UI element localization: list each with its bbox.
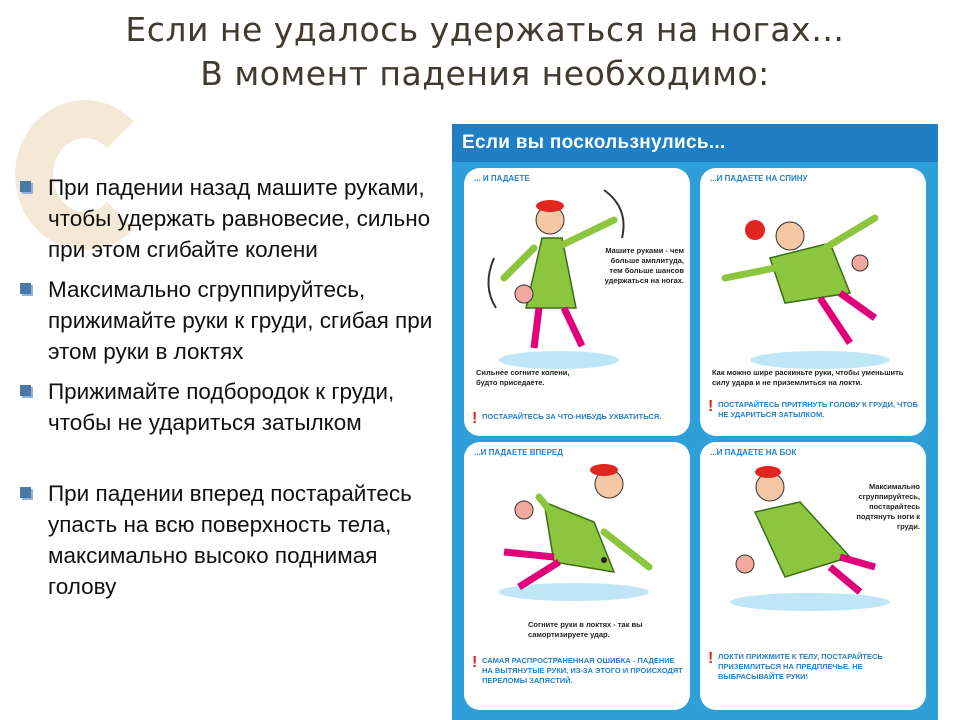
bullet-list	[18, 172, 438, 611]
panel-note-left: Сильнее согните колени, будто приседаете.	[476, 368, 570, 387]
figure-back-fall-illustration	[700, 168, 926, 436]
bullet-item	[18, 172, 438, 265]
panel-falling-side	[700, 442, 926, 710]
panel-note-right: Машите руками - чем больше амплитуда, тем больше шансов удержаться на ногах.	[604, 246, 684, 285]
panel-tag: ...И ПАДАЕТЕ НА БОК	[710, 448, 797, 457]
bullet-text: При падении назад машите руками, чтобы удержать равновесие, сильно при этом сгибайте колени	[48, 175, 431, 262]
panel-note-left: Согните руки в локтях - так вы самортизируете удар.	[528, 620, 643, 639]
panel-note-right: Максимально сгруппируйтесь, постарайтесь подтянуть ноги к груди.	[856, 482, 920, 531]
warning-text: ЛОКТИ ПРИЖМИТЕ К ТЕЛУ, ПОСТАРАЙТЕСЬ ПРИЗЕМЛИТЬСЯ НА ПРЕДПЛЕЧЬЕ. НЕ ВЫБРАСЫВАЙТЕ РУКИ!	[718, 652, 883, 681]
panel-falling-back	[700, 168, 926, 436]
panel-note-left: Как можно шире раскиньте руки, чтобы уменьшить силу удара и не приземлиться на локти.	[712, 368, 904, 387]
poster-header: Если вы поскользнулись...	[452, 124, 938, 162]
bullet-item	[18, 274, 438, 367]
figure-waving-illustration	[464, 168, 690, 436]
panel-warning	[708, 652, 920, 682]
bullet-text: При падении вперед постарайтесь упасть на всю поверхность тела, максимально высоко поднимая голову	[48, 481, 412, 599]
warning-text: САМАЯ РАСПРОСТРАНЕННАЯ ОШИБКА - ПАДЕНИЕ НА ВЫТЯНУТЫЕ РУКИ, ИЗ-ЗА ЭТОГО И ПРОИСХОДЯТ ПЕРЕЛОМЫ ЗАПЯСТИЙ.	[482, 656, 683, 685]
bullet-marker	[20, 385, 31, 396]
safety-poster	[452, 124, 938, 720]
panel-warning	[472, 656, 684, 686]
bullet-marker	[20, 487, 31, 498]
bullet-item	[18, 478, 438, 602]
warning-icon: !	[708, 650, 714, 667]
panel-tag: ... И ПАДАЕТЕ	[474, 174, 530, 183]
bullet-text: Прижимайте подбородок к груди, чтобы не удариться затылком	[48, 379, 395, 435]
panel-warning	[708, 400, 920, 420]
title-line-1: Если не удалось удержаться на ногах…	[125, 10, 845, 49]
bullet-marker	[20, 283, 31, 294]
title-line-2: В момент падения необходимо:	[200, 54, 770, 93]
panel-falling-forward	[464, 442, 690, 710]
panel-falling	[464, 168, 690, 436]
warning-text: ПОСТАРАЙТЕСЬ ПРИТЯНУТЬ ГОЛОВУ К ГРУДИ, ЧТОБ НЕ УДАРИТЬСЯ ЗАТЫЛКОМ.	[718, 400, 919, 419]
panel-tag: ...И ПАДАЕТЕ НА СПИНУ	[710, 174, 808, 183]
panel-tag: ...И ПАДАЕТЕ ВПЕРЕД	[474, 448, 563, 457]
warning-icon: !	[472, 654, 478, 671]
bullet-item	[18, 376, 438, 438]
slide-title	[70, 8, 900, 96]
bullet-text: Максимально сгруппируйтесь, прижимайте руки к груди, сгибая при этом руки в локтях	[48, 277, 433, 364]
bullet-marker	[20, 181, 31, 192]
panel-warning	[472, 410, 684, 427]
warning-text: ПОСТАРАЙТЕСЬ ЗА ЧТО-НИБУДЬ УХВАТИТЬСЯ.	[482, 412, 662, 421]
warning-icon: !	[472, 410, 478, 427]
warning-icon: !	[708, 398, 714, 415]
